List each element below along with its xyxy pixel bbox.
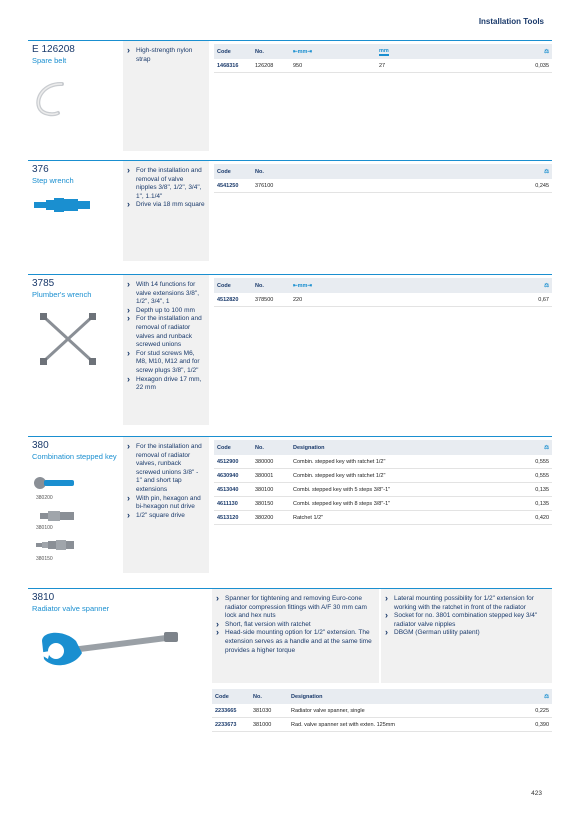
image-label: 380150 [36,556,53,562]
feature-item: › Drive via 18 mm square [127,201,205,210]
feature-list [123,437,209,573]
product-number: E 126208 [32,44,75,55]
feature-item: › With pin, hexagon and bi-hexagon nut drive [127,495,205,512]
image-label: 380200 [36,495,53,501]
page-number: 423 [531,790,542,797]
feature-item: › Spanner for tightening and removing Euro-cone radiator compression fittings with A/F 30 mm cam lock and hex nuts [216,595,375,621]
page-header-title: Installation Tools [478,17,544,26]
feature-item: › 1/2" square drive [127,512,205,521]
feature-item: › Head-side mounting option for 1/2" extension. The extension serves as a handle and at the same time provides a higher torque [216,629,375,655]
feature-item: › For the installation and removal of radiator valves and runback screwed unions [127,315,205,349]
mm-range-icon: ⇤mm⇥ [293,48,312,55]
product-number: 3785 [32,278,55,289]
product-number: 376 [32,164,49,175]
radiator-valve-spanner-image [34,623,184,673]
table-row: 4630940 380001 Combin. stepped key with ratchet 1/2" 0,555 [214,469,552,483]
plumbers-wrench-image [38,309,98,369]
table-row: 1468316 126208 950 27 0,035 [214,59,552,73]
spec-table: Code No. Designation ⚖ 4512900 380000 Combin. stepped key with ratchet 1/2" 0,555 4630940 380001 Combin. stepped key with ratchet 1/2" 0,555 4513040 380100 Combi. stepped key with 5 steps 3/8"-1" 0,135 4611130 380150 Combi. stepped key with 8 steps 3/8"-1" 0,135 4513120 380200 Ratchet 1/2" 0,420 [214,440,552,525]
feature-list-left [212,589,379,683]
product-section-spare-belt [28,40,552,151]
feature-item: › Lateral mounting possibility for 1/2" extension for working with the ratchet in front of the radiator [385,595,548,612]
spec-table: Code No. Designation ⚖ 2233665 381030 Radiator valve spanner, single 0,225 2233673 381000 Rad. valve spanner set with exten. 125mm 0,390 [212,689,552,732]
spare-belt-image [32,79,72,119]
table-row: 2233673 381000 Rad. valve spanner set with exten. 125mm 0,390 [212,718,552,732]
feature-list [123,161,209,261]
table-row: 4541250 376100 0,245 [214,179,552,193]
spec-table: Code No. ⚖ 4541250 376100 0,245 [214,164,552,193]
ratchet-image [32,475,76,491]
feature-item: › High-strength nylon strap [127,47,205,64]
spec-table: Code No. ⇤mm⇥ ⚖ 4512820 378500 220 0,67 [214,278,552,307]
mm-icon: mm [379,47,389,54]
product-name: Plumber's wrench [32,290,92,299]
col-code: Code [214,44,252,59]
product-section-radiator-valve-spanner [28,588,552,739]
product-name: Radiator valve spanner [32,604,110,613]
table-row: 2233665 381030 Radiator valve spanner, single 0,225 [212,704,552,718]
table-row: 4513120 380200 Ratchet 1/2" 0,420 [214,511,552,525]
feature-item: › Short, flat version with ratchet [216,621,375,630]
stepped-key-8-image [36,539,76,551]
product-section-plumbers-wrench [28,274,552,425]
product-section-combination-stepped-key [28,436,552,573]
feature-item: › Hexagon drive 17 mm, 22 mm [127,376,205,393]
weight-icon: ⚖ [544,444,549,451]
feature-item: › For stud screws M6, M8, M10, M12 and for screw plugs 3/8", 1/2" [127,350,205,376]
weight-icon: ⚖ [544,168,549,175]
feature-item: › For the installation and removal of radiator valves, runback screwed unions 3/8" - 1" and short tap extensions [127,443,205,495]
col-no: No. [252,44,290,59]
table-row: 4512820 378500 220 0,67 [214,293,552,307]
feature-list-right [381,589,552,683]
product-number: 380 [32,440,49,451]
feature-item: › Depth up to 100 mm [127,307,205,316]
feature-item: › For the installation and removal of valve nipples 3/8", 1/2", 3/4", 1", 1.1/4" [127,167,205,201]
feature-item: › DBGM (German utility patent) [385,629,548,638]
stepped-key-5-image [40,509,76,523]
product-section-step-wrench [28,160,552,261]
col-length-header [290,44,376,59]
product-name: Spare belt [32,56,67,65]
product-number: 3810 [32,592,55,603]
table-row: 4513040 380100 Combi. stepped key with 5 steps 3/8"-1" 0,135 [214,483,552,497]
weight-icon: ⚖ [544,48,549,55]
weight-icon: ⚖ [544,282,549,289]
product-name: Combination stepped key [32,452,117,461]
table-row: 4512900 380000 Combin. stepped key with ratchet 1/2" 0,555 [214,455,552,469]
col-width-header [376,44,482,59]
feature-item: › Socket for no. 3801 combination stepped key 3/4" radiator valve nipples [385,612,548,629]
feature-list [123,41,209,151]
feature-list [123,275,209,425]
col-weight-header [482,44,552,59]
image-label: 380100 [36,525,53,531]
table-row: 4611130 380150 Combi. stepped key with 8 steps 3/8"-1" 0,135 [214,497,552,511]
spec-table [214,44,552,73]
feature-item: › With 14 functions for valve extensions 3/8", 1/2", 3/4", 1 [127,281,205,307]
step-wrench-image [32,195,92,215]
weight-icon: ⚖ [544,693,549,700]
mm-range-icon: ⇤mm⇥ [293,282,312,289]
product-name: Step wrench [32,176,74,185]
